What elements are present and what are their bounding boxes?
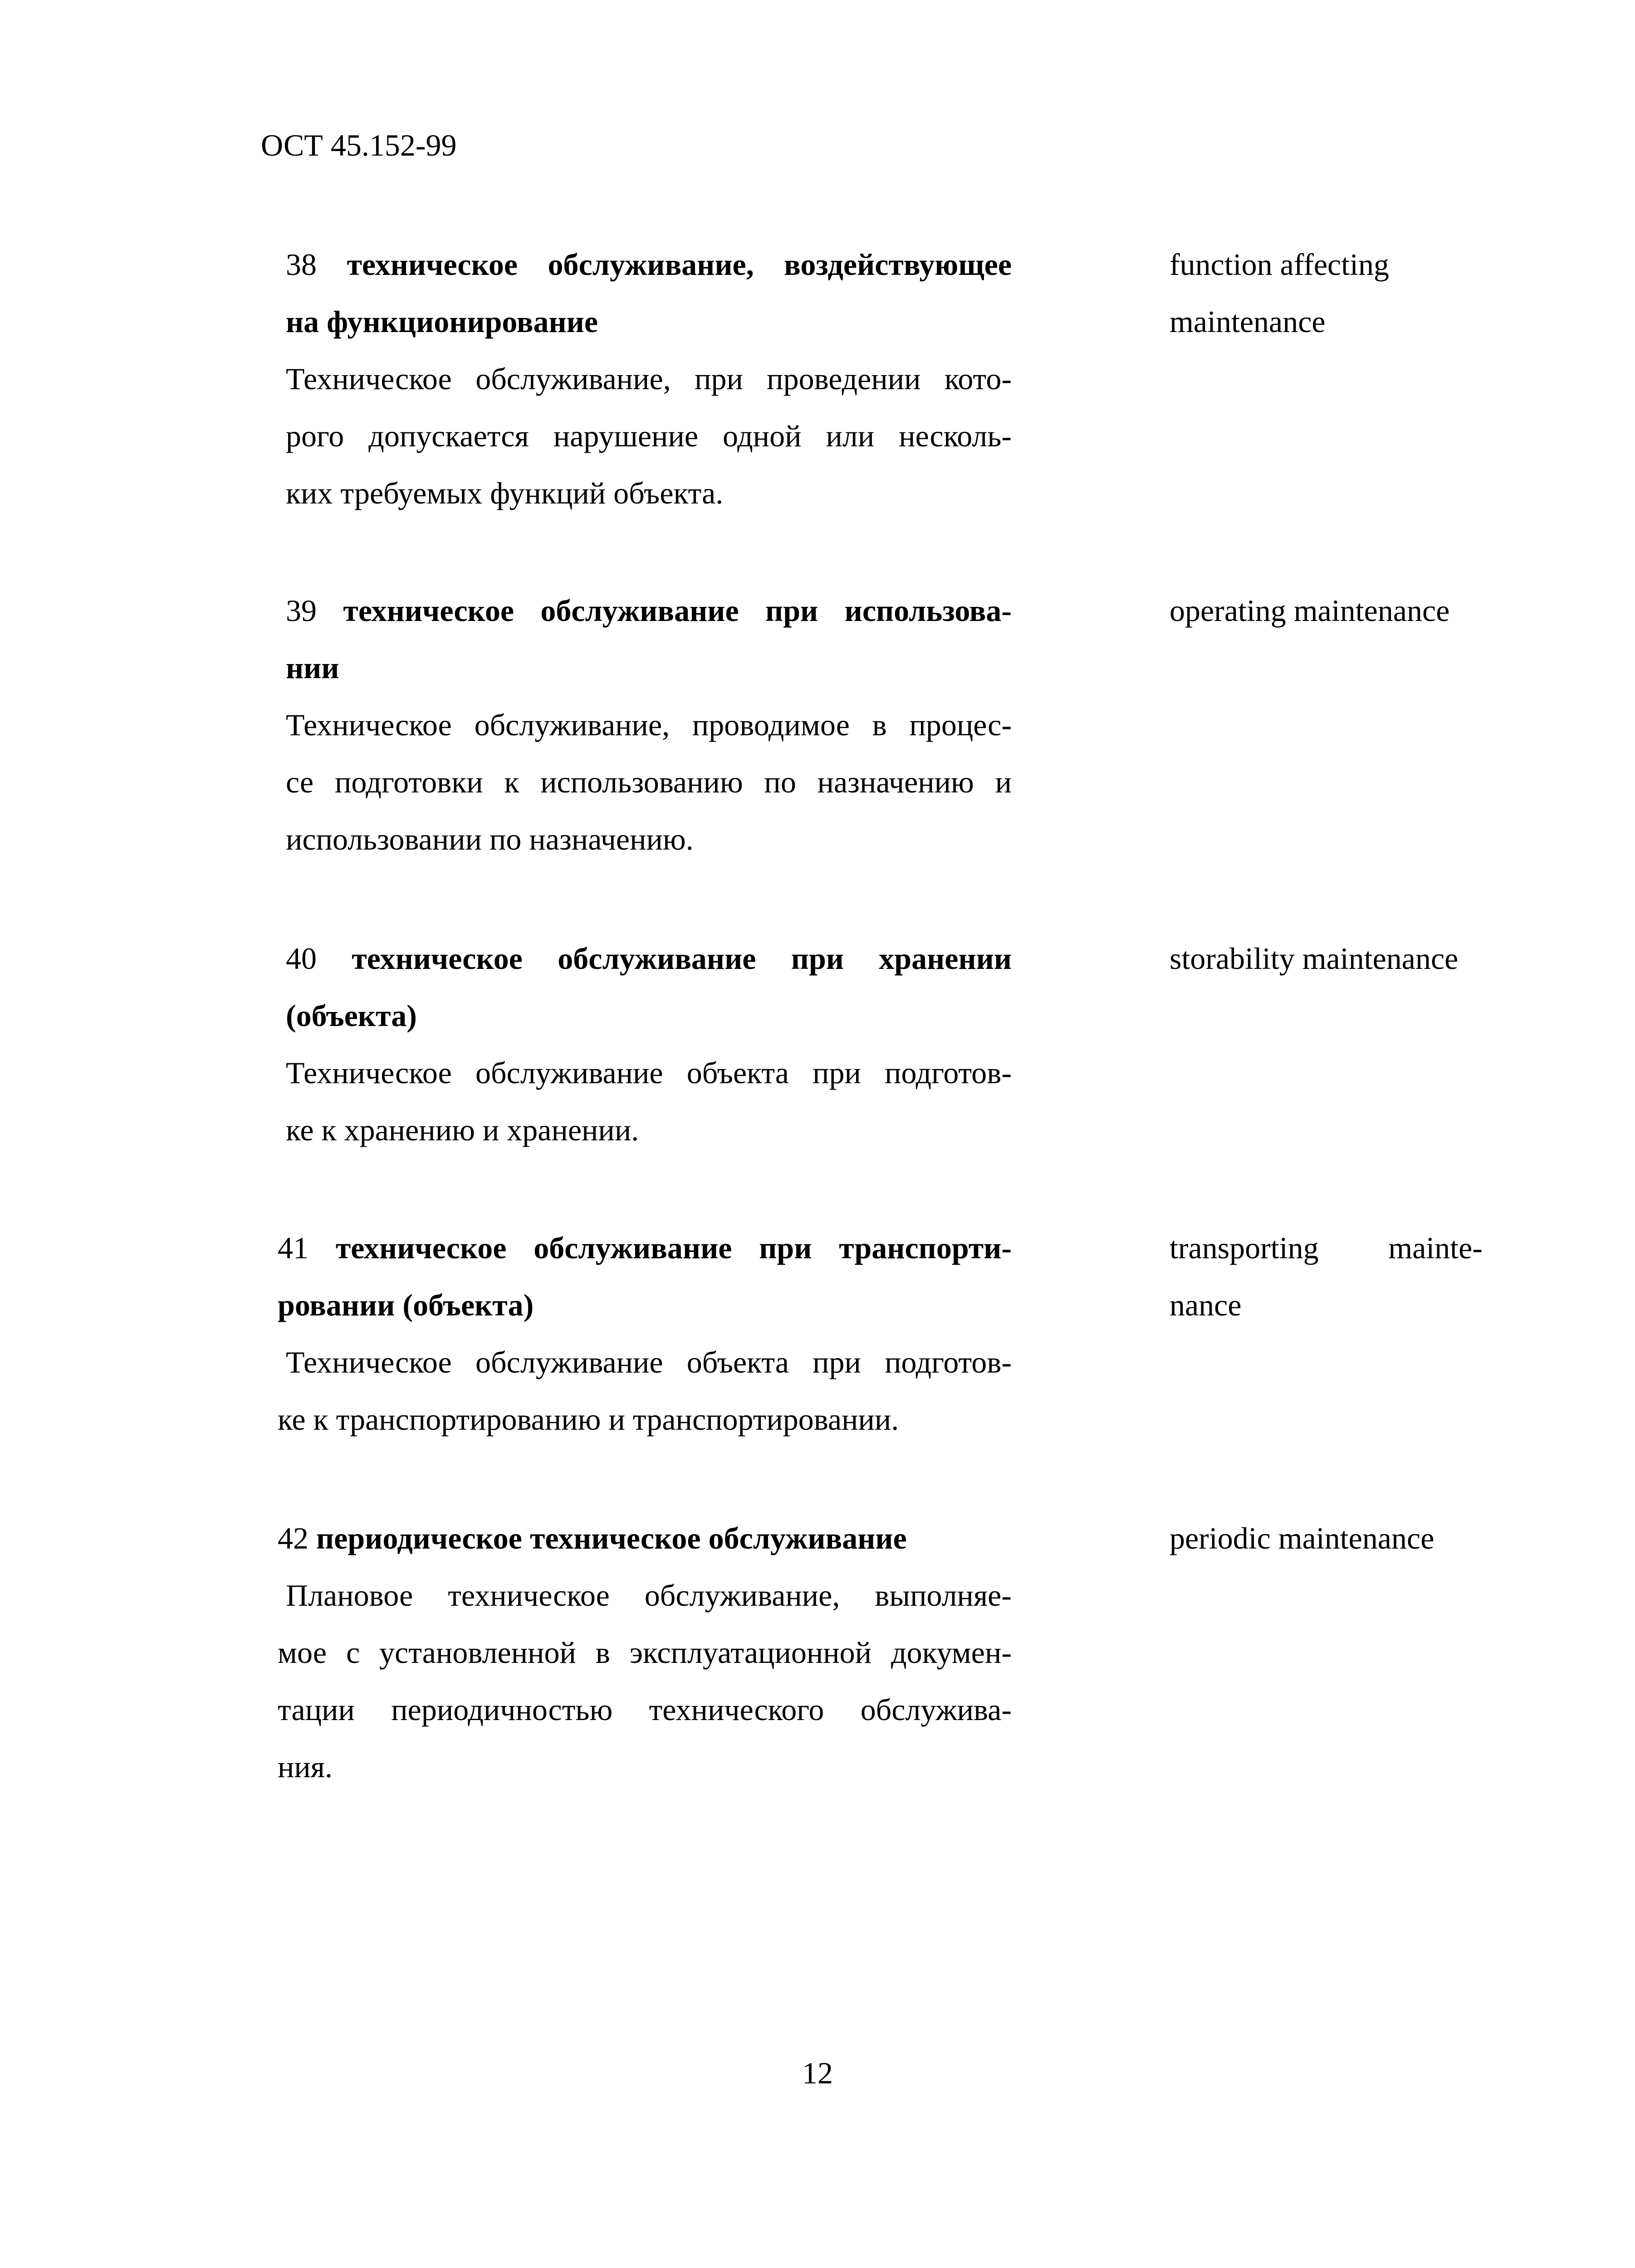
- term-english-line: transporting mainte-: [1170, 1231, 1483, 1265]
- term-definition-line: Техническое обслуживание объекта при подготов-: [286, 1345, 1012, 1379]
- term-english-line: function affecting: [1170, 247, 1390, 282]
- term-number: 40: [286, 941, 317, 976]
- term-number: 39: [286, 593, 317, 628]
- term-number: 38: [286, 247, 317, 282]
- term-english: [1170, 1219, 1483, 1334]
- term-definition-line: ке к хранению и хранении.: [286, 1113, 639, 1147]
- term-definition-line: ния.: [278, 1750, 333, 1784]
- term-title-line: нии: [286, 650, 339, 685]
- term-title-line: (объекта): [286, 998, 417, 1033]
- term-russian: [278, 1510, 1012, 1795]
- term-english-line: periodic maintenance: [1170, 1521, 1434, 1555]
- term-definition-line: Техническое обслуживание, при проведении кото-: [286, 362, 1012, 396]
- term-title-line: ровании (объекта): [278, 1288, 534, 1322]
- term-english-line: maintenance: [1170, 304, 1326, 339]
- term-definition-line: Техническое обслуживание объекта при подготов-: [286, 1056, 1012, 1090]
- term-title-line: 40 техническое обслуживание при хранении: [286, 941, 1012, 976]
- term-english: [1170, 582, 1483, 639]
- term-english: [1170, 1510, 1483, 1567]
- term-english: [1170, 930, 1483, 987]
- term-english: [1170, 236, 1483, 350]
- term-english-line: storability maintenance: [1170, 941, 1459, 976]
- term-definition-line: Техническое обслуживание, проводимое в процес-: [286, 708, 1012, 742]
- term-definition-line: тации периодичностью технического обслужива-: [278, 1692, 1012, 1727]
- term-english-line: nance: [1170, 1288, 1242, 1322]
- term-title-line: на функционирование: [286, 304, 598, 339]
- term-title-line: 41 техническое обслуживание при транспорти-: [278, 1231, 1012, 1265]
- document-header-code: ОСТ 45.152-99: [261, 128, 457, 162]
- term-title-line: 42 периодическое техническое обслуживание: [278, 1521, 907, 1555]
- term-definition-line: мое с установленной в эксплуатационной докумен-: [278, 1635, 1012, 1670]
- term-definition-line: Плановое техническое обслуживание, выполняе-: [286, 1578, 1012, 1613]
- term-definition-line: ких требуемых функций объекта.: [286, 476, 724, 510]
- term-number: 41: [278, 1231, 308, 1265]
- term-definition-line: се подготовки к использованию по назначению и: [286, 765, 1012, 799]
- term-number: 42: [278, 1521, 308, 1555]
- term-russian: [286, 582, 1012, 868]
- page-number: 12: [802, 2056, 833, 2090]
- term-english-line: operating maintenance: [1170, 593, 1450, 628]
- term-russian: [286, 930, 1012, 1158]
- term-russian: [286, 236, 1012, 522]
- term-definition-line: использовании по назначению.: [286, 822, 694, 856]
- term-definition-line: ке к транспортированию и транспортировании.: [278, 1402, 899, 1437]
- term-definition-line: рого допускается нарушение одной или несколь-: [286, 419, 1012, 453]
- term-russian: [278, 1219, 1012, 1448]
- term-title-line: 39 техническое обслуживание при использова-: [286, 593, 1012, 628]
- term-title-line: 38 техническое обслуживание, воздействующее: [286, 247, 1012, 282]
